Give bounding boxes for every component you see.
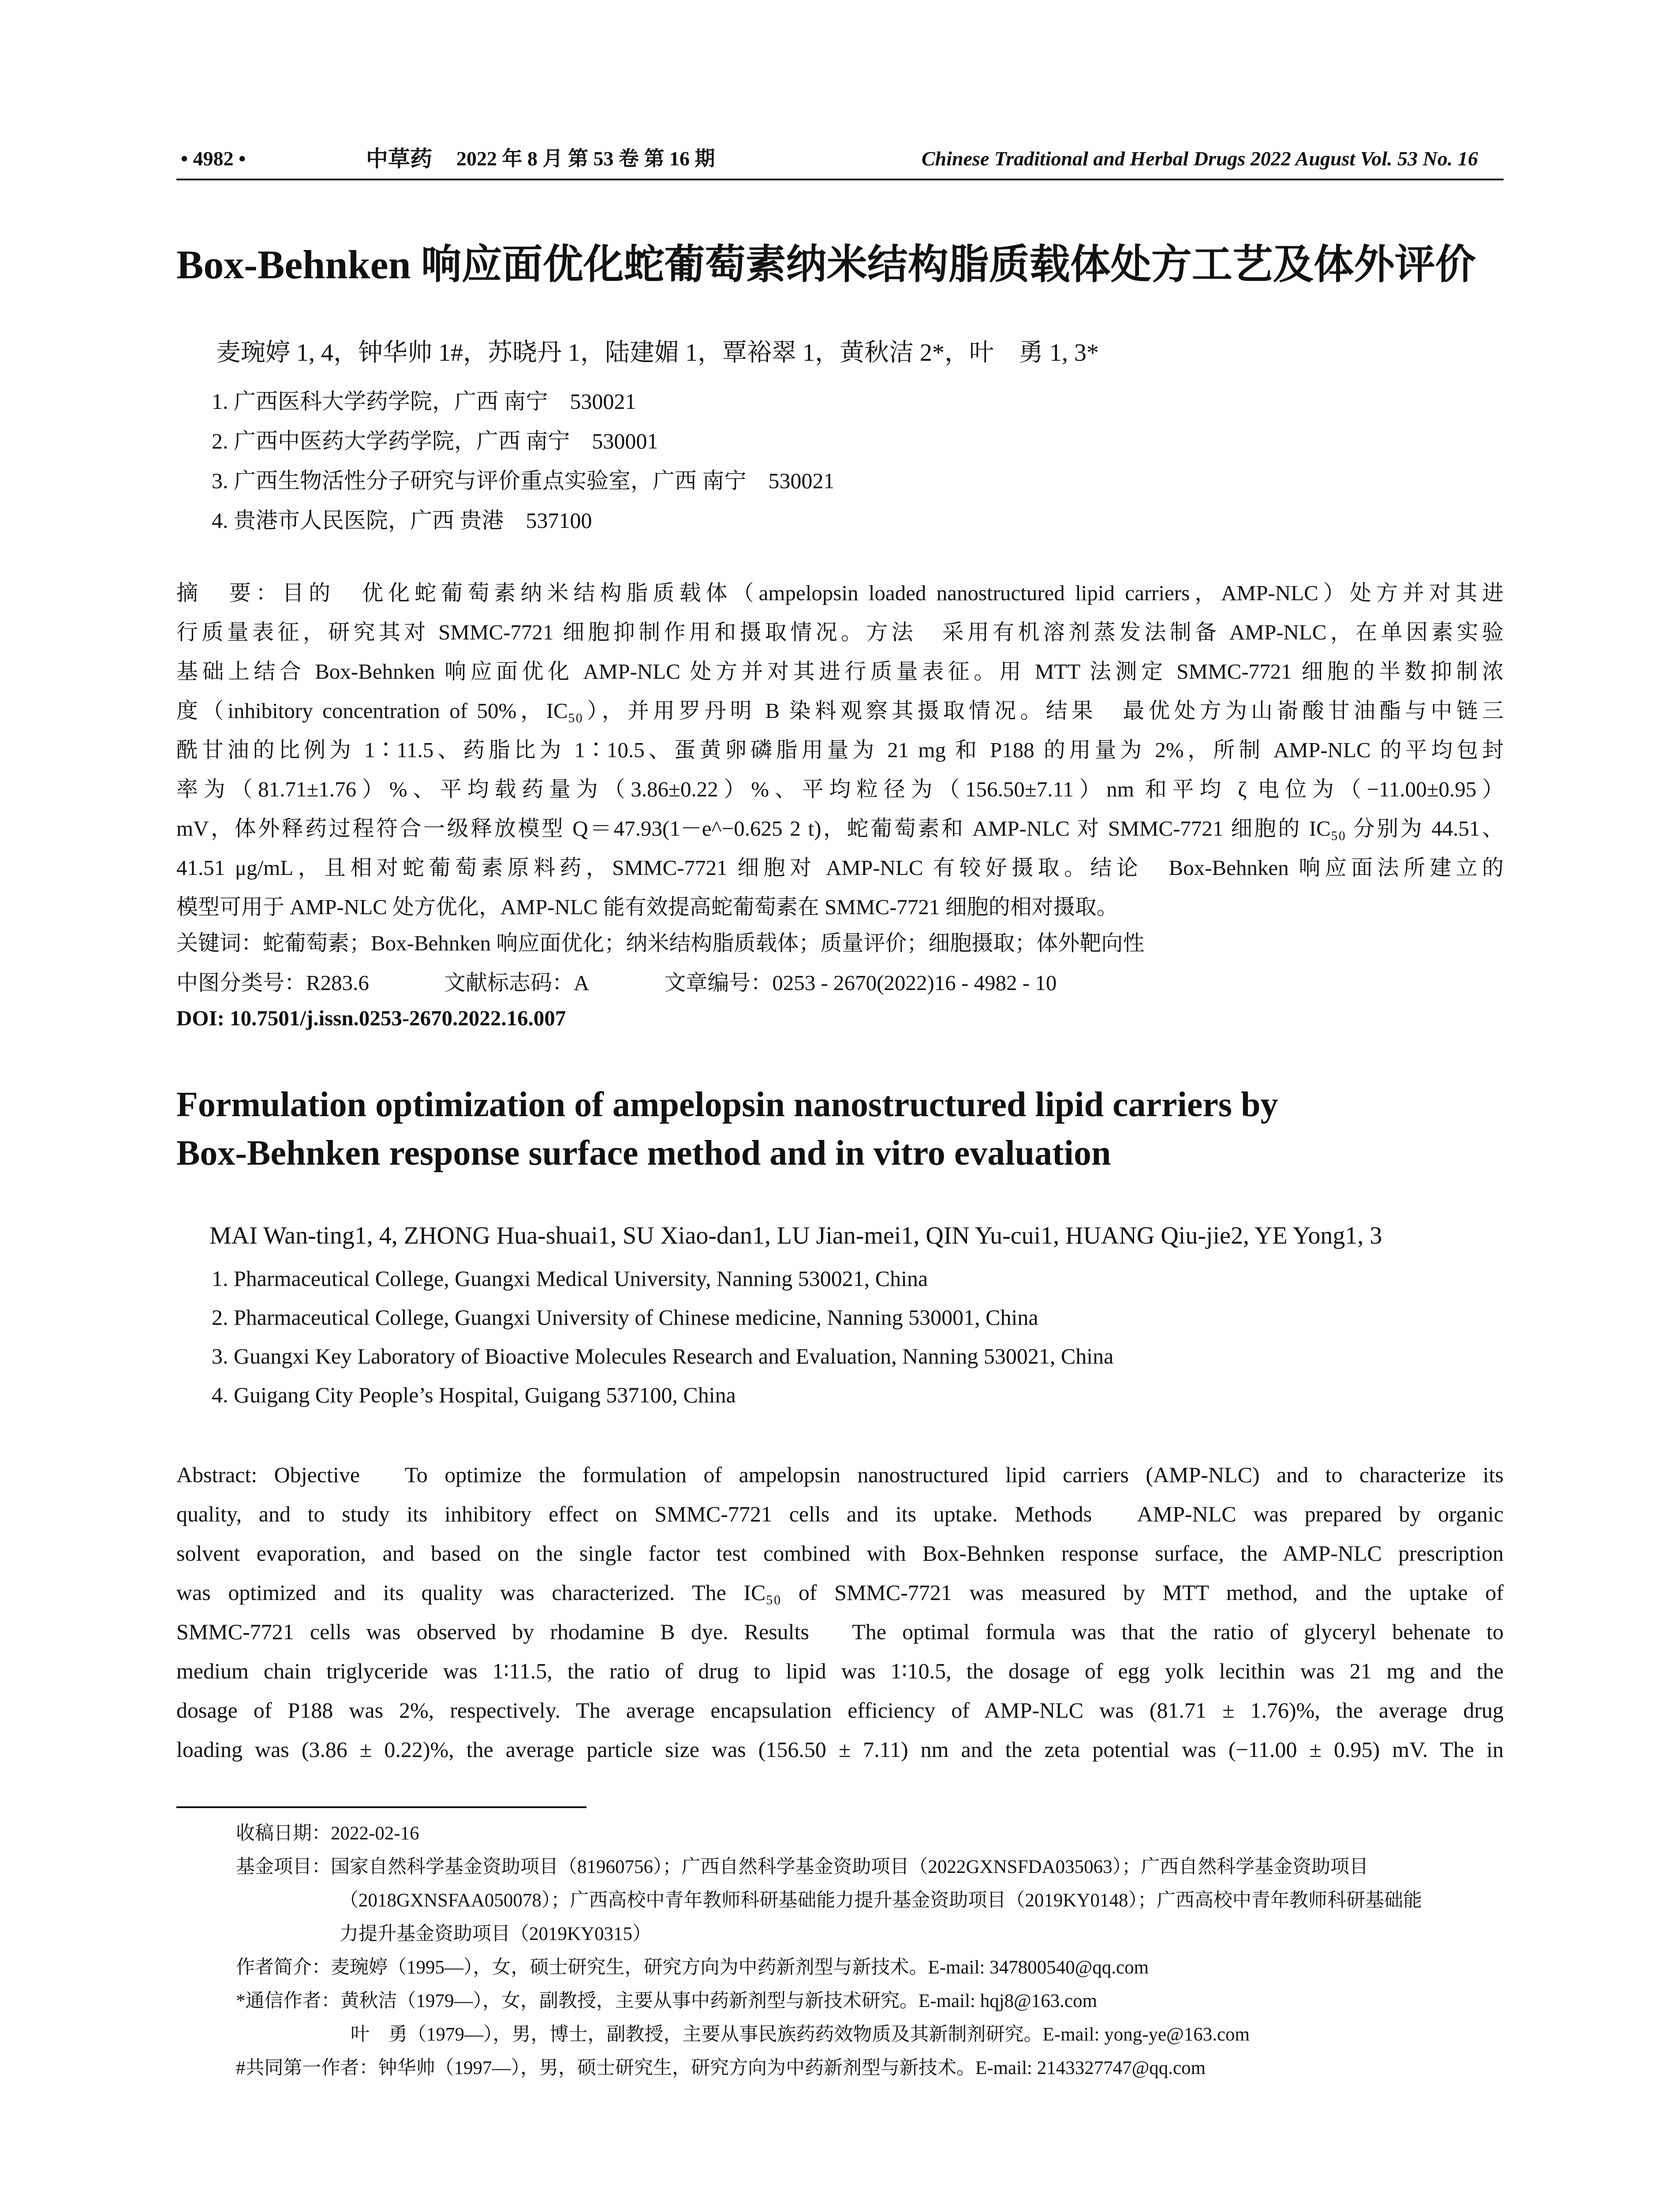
abstract-en-line: quality, and to study its inhibitory effect on SMMC-7721 cells and its uptake. Methods AMP-NLC was prepared by organic xyxy=(176,1502,1504,1526)
abstract-line: 度（inhibitory concentration of 50%，IC₅₀），并用罗丹明 B 染料观察其摄取情况。结果 最优处方为山嵛酸甘油酯与中链三 xyxy=(176,699,1504,723)
abstract-cn xyxy=(176,573,1504,927)
article-number: 文章编号：0253 - 2670(2022)16 - 4982 - 10 xyxy=(664,971,1057,995)
abstract-en xyxy=(176,1455,1504,1769)
running-header xyxy=(176,141,1504,176)
affiliation-cn: 3. 广西生物活性分子研究与评价重点实验室，广西 南宁 530021 xyxy=(212,468,835,493)
footnote-funding: 基金项目：国家自然科学基金资助项目（81960756）；广西自然科学基金资助项目（2022GXNSFDA035063）；广西自然科学基金资助项目 xyxy=(236,1857,1369,1877)
issue-info-en: Chinese Traditional and Herbal Drugs 2022 August Vol. 53 No. 16 xyxy=(922,147,1478,170)
clc-number: 中图分类号：R283.6 xyxy=(176,971,369,995)
abstract-en-line: Abstract: Objective To optimize the formulation of ampelopsin nanostructured lipid carriers (AMP-NLC) and to characterize its xyxy=(176,1462,1504,1487)
affiliation-en: 2. Pharmaceutical College, Guangxi University of Chinese medicine, Nanning 530001, China xyxy=(212,1305,1038,1330)
footnote-funding-cont: （2018GXNSFAA050078）；广西高校中青年教师科研基础能力提升基金资助项目（2019KY0148）；广西高校中青年教师科研基础能 xyxy=(340,1890,1422,1911)
classification-cn xyxy=(176,966,1504,997)
abstract-line: 酰甘油的比例为 1∶11.5、药脂比为 1∶10.5、蛋黄卵磷脂用量为 21 mg 和 P188 的用量为 2%，所制 AMP-NLC 的平均包封 xyxy=(176,738,1504,762)
footnote-co-first-author: #共同第一作者：钟华帅（1997—），男，硕士研究生，研究方向为中药新剂型与新技术。E-mail: 2143327747@qq.com xyxy=(236,2058,1206,2078)
abstract-en-line: medium chain triglyceride was 1∶11.5, the ratio of drug to lipid was 1∶10.5, the dosage of egg yolk lecithin was 21 mg and the xyxy=(176,1659,1504,1683)
abstract-en-line: solvent evaporation, and based on the single factor test combined with Box-Behnken response surface, the AMP-NLC prescription xyxy=(176,1541,1504,1566)
issue-info-cn: 2022 年 8 月 第 53 卷 第 16 期 xyxy=(456,147,715,170)
abstract-line: 摘 要：目的 优化蛇葡萄素纳米结构脂质载体（ampelopsin loaded nanostructured lipid carriers，AMP-NLC）处方并对其进 xyxy=(176,581,1504,605)
title-en-line: Formulation optimization of ampelopsin nanostructured lipid carriers by xyxy=(176,1085,1278,1124)
header-rule xyxy=(176,179,1504,180)
affiliation-en: 3. Guangxi Key Laboratory of Bioactive Molecules Research and Evaluation, Nanning 530021, China xyxy=(212,1344,1114,1368)
affiliation-cn: 4. 贵港市人民医院，广西 贵港 537100 xyxy=(212,508,592,533)
abstract-line: 基础上结合 Box-Behnken 响应面优化 AMP-NLC 处方并对其进行质量表征。用 MTT 法测定 SMMC-7721 细胞的半数抑制浓 xyxy=(176,659,1504,684)
authors-en: MAI Wan-ting1, 4, ZHONG Hua-shuai1, SU Xiao-dan1, LU Jian-mei1, QIN Yu-cui1, HUANG Qiu-jie2, YE Yong1, 3 xyxy=(209,1222,1382,1249)
abstract-line: 41.51 μg/mL，且相对蛇葡萄素原料药，SMMC-7721 细胞对 AMP-NLC 有较好摄取。结论 Box-Behnken 响应面法所建立的 xyxy=(176,856,1504,880)
document-code: 文献标志码：A xyxy=(444,971,590,995)
keywords-cn: 关键词：蛇葡萄素；Box-Behnken 响应面优化；纳米结构脂质载体；质量评价；细胞摄取；体外靶向性 xyxy=(176,931,1145,955)
footnotes xyxy=(236,1817,1504,2085)
footnote-funding-cont: 力提升基金资助项目（2019KY0315） xyxy=(340,1924,652,1944)
abstract-line: 率为（81.71±1.76）%、平均载药量为（3.86±0.22）%、平均粒径为（156.50±7.11）nm 和平均 ζ 电位为（−11.00±0.95） xyxy=(176,777,1504,801)
affiliation-en: 1. Pharmaceutical College, Guangxi Medical University, Nanning 530021, China xyxy=(212,1266,928,1291)
authors-cn: 麦琬婷 1, 4，钟华帅 1#，苏晓丹 1，陆建媚 1，覃裕翠 1，黄秋洁 2*，叶 勇 1, 3* xyxy=(216,339,1099,366)
page-number: • 4982 • xyxy=(181,147,246,170)
footnote-corresponding: *通信作者：黄秋洁（1979—），女，副教授，主要从事中药新剂型与新技术研究。E-mail: hqj8@163.com xyxy=(236,1991,1098,2011)
doi: DOI: 10.7501/j.issn.0253-2670.2022.16.007 xyxy=(176,1006,566,1030)
title-cn: Box-Behnken 响应面优化蛇葡萄素纳米结构脂质载体处方工艺及体外评价 xyxy=(176,242,1476,287)
abstract-line: mV，体外释药过程符合一级释放模型 Q＝47.93(1－e^−0.625 2 t)，蛇葡萄素和 AMP-NLC 对 SMMC-7721 细胞的 IC₅₀ 分别为 44.51、 xyxy=(176,816,1504,841)
abstract-en-line: SMMC-7721 cells was observed by rhodamine B dye. Results The optimal formula was that the ratio of glyceryl behenate to xyxy=(176,1619,1504,1644)
title-en-line: Box-Behnken response surface method and in vitro evaluation xyxy=(176,1134,1111,1173)
footnote-received: 收稿日期：2022-02-16 xyxy=(236,1823,419,1844)
abstract-line: 模型可用于 AMP-NLC 处方优化，AMP-NLC 能有效提高蛇葡萄素在 SMMC-7721 细胞的相对摄取。 xyxy=(176,895,1118,919)
journal-name-cn: 中草药 xyxy=(366,146,432,171)
footnote-author-bio: 作者简介：麦琬婷（1995—），女，硕士研究生，研究方向为中药新剂型与新技术。E-mail: 347800540@qq.com xyxy=(236,1957,1149,1978)
affiliation-cn: 2. 广西中医药大学药学院，广西 南宁 530001 xyxy=(212,429,658,453)
abstract-en-line: was optimized and its quality was characterized. The IC₅₀ of SMMC-7721 was measured by MTT method, and the uptake of xyxy=(176,1580,1504,1605)
abstract-en-line: dosage of P188 was 2%, respectively. The average encapsulation efficiency of AMP-NLC was (81.71 ± 1.76)%, the average drug xyxy=(176,1698,1504,1723)
abstract-line: 行质量表征，研究其对 SMMC-7721 细胞抑制作用和摄取情况。方法 采用有机溶剂蒸发法制备 AMP-NLC，在单因素实验 xyxy=(176,620,1504,644)
affiliation-en: 4. Guigang City People’s Hospital, Guigang 537100, China xyxy=(212,1383,736,1407)
abstract-en-line: loading was (3.86 ± 0.22)%, the average particle size was (156.50 ± 7.11) nm and the zeta potential was (−11.00 ± 0.95) mV. The in xyxy=(176,1737,1504,1762)
footnote-rule xyxy=(176,1806,586,1808)
footnote-corresponding-2: 叶 勇（1979—），男，博士，副教授，主要从事民族药药效物质及其新制剂研究。E-mail: yong-ye@163.com xyxy=(351,2024,1250,2045)
affiliation-cn: 1. 广西医科大学药学院，广西 南宁 530021 xyxy=(212,389,636,414)
title-en xyxy=(176,1080,1504,1177)
